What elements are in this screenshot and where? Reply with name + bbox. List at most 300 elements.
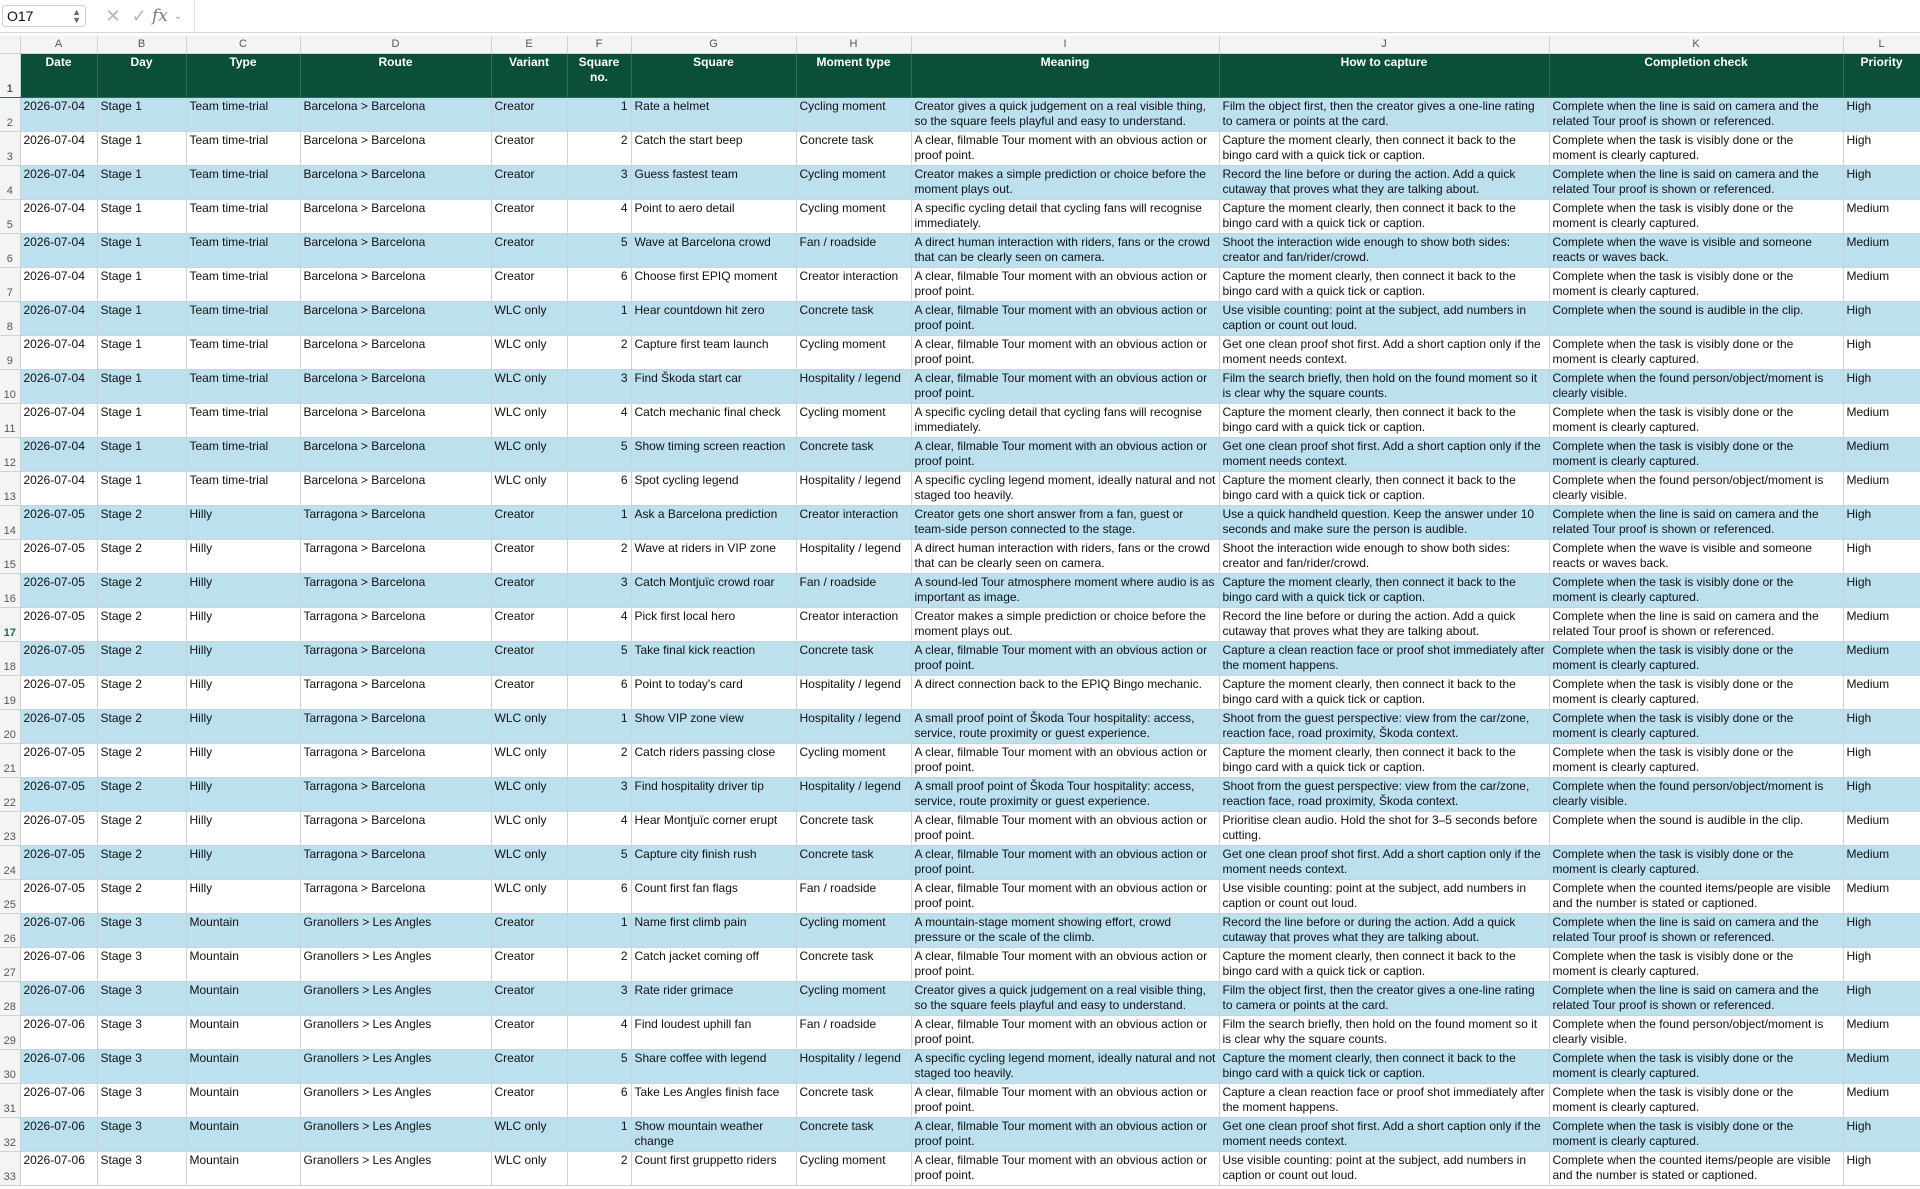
cell-date[interactable]: 2026-07-06 <box>20 1118 97 1152</box>
cell-priority[interactable]: Medium <box>1843 404 1920 438</box>
cell-priority[interactable]: Medium <box>1843 472 1920 506</box>
cell-square[interactable]: Ask a Barcelona prediction <box>631 506 796 540</box>
cell-meaning[interactable]: A clear, filmable Tour moment with an obvious action or proof point. <box>911 1118 1219 1152</box>
cell-square[interactable]: Name first climb pain <box>631 914 796 948</box>
cell-date[interactable]: 2026-07-06 <box>20 982 97 1016</box>
cell-priority[interactable]: Medium <box>1843 1016 1920 1050</box>
cell-square[interactable]: Show timing screen reaction <box>631 438 796 472</box>
cell-route[interactable]: Barcelona > Barcelona <box>300 370 491 404</box>
cell-completion-check[interactable]: Complete when the task is visibly done or the moment is clearly captured. <box>1549 1050 1843 1084</box>
cell-day[interactable]: Stage 2 <box>97 676 186 710</box>
cell-priority[interactable]: High <box>1843 166 1920 200</box>
cell-square[interactable]: Take final kick reaction <box>631 642 796 676</box>
row-header[interactable]: 20 <box>0 710 20 744</box>
cell-type[interactable]: Hilly <box>186 642 300 676</box>
cell-type[interactable]: Team time-trial <box>186 404 300 438</box>
cell-day[interactable]: Stage 3 <box>97 1152 186 1186</box>
cell-priority[interactable]: Medium <box>1843 234 1920 268</box>
cell-square[interactable]: Catch the start beep <box>631 132 796 166</box>
cell-moment-type[interactable]: Cycling moment <box>796 200 911 234</box>
cell-variant[interactable]: WLC only <box>491 438 567 472</box>
cell-date[interactable]: 2026-07-05 <box>20 846 97 880</box>
cell-priority[interactable]: High <box>1843 302 1920 336</box>
cell-moment-type[interactable]: Concrete task <box>796 302 911 336</box>
cell-priority[interactable]: High <box>1843 778 1920 812</box>
cell-meaning[interactable]: A clear, filmable Tour moment with an obvious action or proof point. <box>911 302 1219 336</box>
cell-meaning[interactable]: A direct human interaction with riders, fans or the crowd that can be clearly seen on camera. <box>911 234 1219 268</box>
cell-meaning[interactable]: Creator gets one short answer from a fan, guest or team-side person connected to the stage. <box>911 506 1219 540</box>
cell-variant[interactable]: WLC only <box>491 846 567 880</box>
row-header[interactable]: 14 <box>0 506 20 540</box>
cell-route[interactable]: Barcelona > Barcelona <box>300 472 491 506</box>
cell-route[interactable]: Granollers > Les Angles <box>300 1050 491 1084</box>
header-cell-moment-type[interactable]: Moment type <box>796 54 911 98</box>
cell-variant[interactable]: WLC only <box>491 710 567 744</box>
row-header[interactable]: 3 <box>0 132 20 166</box>
cell-meaning[interactable]: A clear, filmable Tour moment with an obvious action or proof point. <box>911 846 1219 880</box>
cell-moment-type[interactable]: Concrete task <box>796 812 911 846</box>
cell-completion-check[interactable]: Complete when the task is visibly done or the moment is clearly captured. <box>1549 132 1843 166</box>
cell-meaning[interactable]: A clear, filmable Tour moment with an obvious action or proof point. <box>911 336 1219 370</box>
cell-square[interactable]: Catch jacket coming off <box>631 948 796 982</box>
cell-how-to-capture[interactable]: Capture the moment clearly, then connect it back to the bingo card with a quick tick or caption. <box>1219 676 1549 710</box>
cell-how-to-capture[interactable]: Capture the moment clearly, then connect it back to the bingo card with a quick tick or caption. <box>1219 268 1549 302</box>
row-header[interactable]: 15 <box>0 540 20 574</box>
cell-date[interactable]: 2026-07-04 <box>20 268 97 302</box>
formula-input[interactable] <box>194 0 1920 32</box>
cell-date[interactable]: 2026-07-05 <box>20 744 97 778</box>
cell-moment-type[interactable]: Cycling moment <box>796 166 911 200</box>
cell-square-no[interactable]: 5 <box>567 846 631 880</box>
cell-square[interactable]: Take Les Angles finish face <box>631 1084 796 1118</box>
cell-square[interactable]: Find hospitality driver tip <box>631 778 796 812</box>
row-header[interactable]: 22 <box>0 778 20 812</box>
cell-moment-type[interactable]: Cycling moment <box>796 982 911 1016</box>
cell-priority[interactable]: High <box>1843 914 1920 948</box>
cell-completion-check[interactable]: Complete when the line is said on camera and the related Tour proof is shown or referenced. <box>1549 166 1843 200</box>
cell-how-to-capture[interactable]: Shoot the interaction wide enough to show both sides: creator and fan/rider/crowd. <box>1219 234 1549 268</box>
cell-completion-check[interactable]: Complete when the found person/object/moment is clearly visible. <box>1549 472 1843 506</box>
cell-priority[interactable]: High <box>1843 1152 1920 1186</box>
cell-completion-check[interactable]: Complete when the task is visibly done or the moment is clearly captured. <box>1549 1118 1843 1152</box>
cell-completion-check[interactable]: Complete when the found person/object/moment is clearly visible. <box>1549 1016 1843 1050</box>
cell-type[interactable]: Mountain <box>186 914 300 948</box>
row-header[interactable]: 8 <box>0 302 20 336</box>
cell-square-no[interactable]: 1 <box>567 1118 631 1152</box>
cell-square-no[interactable]: 5 <box>567 1050 631 1084</box>
cell-moment-type[interactable]: Fan / roadside <box>796 880 911 914</box>
cell-type[interactable]: Mountain <box>186 948 300 982</box>
cell-square-no[interactable]: 3 <box>567 370 631 404</box>
cell-date[interactable]: 2026-07-04 <box>20 336 97 370</box>
cell-square-no[interactable]: 4 <box>567 608 631 642</box>
cell-how-to-capture[interactable]: Capture a clean reaction face or proof shot immediately after the moment happens. <box>1219 642 1549 676</box>
cell-how-to-capture[interactable]: Capture the moment clearly, then connect it back to the bingo card with a quick tick or caption. <box>1219 744 1549 778</box>
cell-how-to-capture[interactable]: Get one clean proof shot first. Add a short caption only if the moment needs context. <box>1219 438 1549 472</box>
cell-priority[interactable]: Medium <box>1843 642 1920 676</box>
cell-date[interactable]: 2026-07-06 <box>20 1152 97 1186</box>
cell-route[interactable]: Tarragona > Barcelona <box>300 778 491 812</box>
cell-meaning[interactable]: A clear, filmable Tour moment with an obvious action or proof point. <box>911 370 1219 404</box>
cell-route[interactable]: Granollers > Les Angles <box>300 1152 491 1186</box>
cell-how-to-capture[interactable]: Capture the moment clearly, then connect it back to the bingo card with a quick tick or caption. <box>1219 472 1549 506</box>
cell-moment-type[interactable]: Hospitality / legend <box>796 472 911 506</box>
cell-meaning[interactable]: A specific cycling legend moment, ideally natural and not staged too heavily. <box>911 472 1219 506</box>
cell-how-to-capture[interactable]: Use a quick handheld question. Keep the answer under 10 seconds and make sure the person is audible. <box>1219 506 1549 540</box>
cell-meaning[interactable]: A small proof point of Škoda Tour hospitality: access, service, route proximity or guest experience. <box>911 778 1219 812</box>
column-header-j[interactable]: J <box>1219 36 1549 54</box>
cell-moment-type[interactable]: Fan / roadside <box>796 234 911 268</box>
cell-variant[interactable]: Creator <box>491 1084 567 1118</box>
cell-square[interactable]: Count first fan flags <box>631 880 796 914</box>
cell-square-no[interactable]: 1 <box>567 98 631 132</box>
row-header[interactable]: 27 <box>0 948 20 982</box>
cell-day[interactable]: Stage 2 <box>97 710 186 744</box>
cell-day[interactable]: Stage 1 <box>97 370 186 404</box>
cell-completion-check[interactable]: Complete when the task is visibly done or the moment is clearly captured. <box>1549 336 1843 370</box>
cell-square[interactable]: Hear countdown hit zero <box>631 302 796 336</box>
cell-route[interactable]: Tarragona > Barcelona <box>300 744 491 778</box>
cell-type[interactable]: Hilly <box>186 540 300 574</box>
cell-date[interactable]: 2026-07-04 <box>20 472 97 506</box>
cell-moment-type[interactable]: Cycling moment <box>796 1152 911 1186</box>
cell-moment-type[interactable]: Fan / roadside <box>796 1016 911 1050</box>
cell-meaning[interactable]: A clear, filmable Tour moment with an obvious action or proof point. <box>911 1016 1219 1050</box>
cell-type[interactable]: Team time-trial <box>186 132 300 166</box>
cell-variant[interactable]: WLC only <box>491 812 567 846</box>
cell-completion-check[interactable]: Complete when the sound is audible in the clip. <box>1549 812 1843 846</box>
cell-route[interactable]: Barcelona > Barcelona <box>300 302 491 336</box>
header-cell-priority[interactable]: Priority <box>1843 54 1920 98</box>
cell-completion-check[interactable]: Complete when the task is visibly done or the moment is clearly captured. <box>1549 710 1843 744</box>
cell-priority[interactable]: Medium <box>1843 438 1920 472</box>
cell-meaning[interactable]: A clear, filmable Tour moment with an obvious action or proof point. <box>911 268 1219 302</box>
cell-completion-check[interactable]: Complete when the wave is visible and someone reacts or waves back. <box>1549 540 1843 574</box>
cell-route[interactable]: Tarragona > Barcelona <box>300 710 491 744</box>
cell-completion-check[interactable]: Complete when the line is said on camera and the related Tour proof is shown or referenced. <box>1549 914 1843 948</box>
cell-priority[interactable]: Medium <box>1843 812 1920 846</box>
cell-variant[interactable]: Creator <box>491 948 567 982</box>
cell-day[interactable]: Stage 1 <box>97 234 186 268</box>
cell-route[interactable]: Barcelona > Barcelona <box>300 234 491 268</box>
cell-date[interactable]: 2026-07-06 <box>20 1050 97 1084</box>
cell-square[interactable]: Spot cycling legend <box>631 472 796 506</box>
cell-square-no[interactable]: 2 <box>567 1152 631 1186</box>
cell-type[interactable]: Hilly <box>186 506 300 540</box>
cell-day[interactable]: Stage 2 <box>97 642 186 676</box>
cell-square[interactable]: Hear Montjuïc corner erupt <box>631 812 796 846</box>
cell-how-to-capture[interactable]: Capture the moment clearly, then connect it back to the bingo card with a quick tick or caption. <box>1219 404 1549 438</box>
cell-priority[interactable]: High <box>1843 710 1920 744</box>
cell-square[interactable]: Rate rider grimace <box>631 982 796 1016</box>
cell-route[interactable]: Barcelona > Barcelona <box>300 200 491 234</box>
cell-route[interactable]: Granollers > Les Angles <box>300 948 491 982</box>
cell-type[interactable]: Mountain <box>186 1050 300 1084</box>
cell-moment-type[interactable]: Hospitality / legend <box>796 370 911 404</box>
column-header-k[interactable]: K <box>1549 36 1843 54</box>
cell-priority[interactable]: Medium <box>1843 1050 1920 1084</box>
cell-moment-type[interactable]: Hospitality / legend <box>796 540 911 574</box>
row-header[interactable]: 24 <box>0 846 20 880</box>
row-header[interactable]: 9 <box>0 336 20 370</box>
cell-type[interactable]: Hilly <box>186 846 300 880</box>
row-header[interactable]: 4 <box>0 166 20 200</box>
cell-priority[interactable]: Medium <box>1843 1084 1920 1118</box>
cell-square-no[interactable]: 1 <box>567 302 631 336</box>
cell-square-no[interactable]: 2 <box>567 336 631 370</box>
row-header[interactable]: 18 <box>0 642 20 676</box>
cell-date[interactable]: 2026-07-05 <box>20 540 97 574</box>
cell-day[interactable]: Stage 3 <box>97 982 186 1016</box>
cell-date[interactable]: 2026-07-05 <box>20 506 97 540</box>
cell-variant[interactable]: Creator <box>491 676 567 710</box>
cell-meaning[interactable]: A clear, filmable Tour moment with an obvious action or proof point. <box>911 812 1219 846</box>
column-header-b[interactable]: B <box>97 36 186 54</box>
cell-square-no[interactable]: 3 <box>567 166 631 200</box>
cell-how-to-capture[interactable]: Capture the moment clearly, then connect it back to the bingo card with a quick tick or caption. <box>1219 132 1549 166</box>
cell-type[interactable]: Team time-trial <box>186 336 300 370</box>
cell-meaning[interactable]: A clear, filmable Tour moment with an obvious action or proof point. <box>911 1084 1219 1118</box>
cell-square[interactable]: Find loudest uphill fan <box>631 1016 796 1050</box>
cell-day[interactable]: Stage 2 <box>97 540 186 574</box>
cell-day[interactable]: Stage 1 <box>97 472 186 506</box>
column-header-e[interactable]: E <box>491 36 567 54</box>
cell-date[interactable]: 2026-07-05 <box>20 608 97 642</box>
row-header[interactable]: 6 <box>0 234 20 268</box>
cell-variant[interactable]: WLC only <box>491 336 567 370</box>
cell-moment-type[interactable]: Concrete task <box>796 438 911 472</box>
cell-date[interactable]: 2026-07-06 <box>20 948 97 982</box>
cell-variant[interactable]: WLC only <box>491 302 567 336</box>
cell-square[interactable]: Wave at Barcelona crowd <box>631 234 796 268</box>
cell-day[interactable]: Stage 1 <box>97 200 186 234</box>
cell-moment-type[interactable]: Cycling moment <box>796 98 911 132</box>
cell-completion-check[interactable]: Complete when the task is visibly done or the moment is clearly captured. <box>1549 1084 1843 1118</box>
cell-completion-check[interactable]: Complete when the task is visibly done or the moment is clearly captured. <box>1549 404 1843 438</box>
cell-day[interactable]: Stage 1 <box>97 438 186 472</box>
cell-how-to-capture[interactable]: Get one clean proof shot first. Add a short caption only if the moment needs context. <box>1219 846 1549 880</box>
cell-square[interactable]: Show mountain weather change <box>631 1118 796 1152</box>
cell-day[interactable]: Stage 2 <box>97 506 186 540</box>
cell-completion-check[interactable]: Complete when the task is visibly done or the moment is clearly captured. <box>1549 268 1843 302</box>
cell-route[interactable]: Tarragona > Barcelona <box>300 642 491 676</box>
cell-date[interactable]: 2026-07-06 <box>20 914 97 948</box>
header-cell-how-to-capture[interactable]: How to capture <box>1219 54 1549 98</box>
cell-day[interactable]: Stage 2 <box>97 846 186 880</box>
cell-type[interactable]: Mountain <box>186 1016 300 1050</box>
cell-date[interactable]: 2026-07-04 <box>20 166 97 200</box>
cell-square-no[interactable]: 4 <box>567 812 631 846</box>
cell-square-no[interactable]: 2 <box>567 744 631 778</box>
cell-square[interactable]: Capture city finish rush <box>631 846 796 880</box>
cell-route[interactable]: Tarragona > Barcelona <box>300 506 491 540</box>
cell-route[interactable]: Granollers > Les Angles <box>300 982 491 1016</box>
row-header[interactable]: 16 <box>0 574 20 608</box>
cell-type[interactable]: Mountain <box>186 1084 300 1118</box>
cell-priority[interactable]: Medium <box>1843 846 1920 880</box>
cell-variant[interactable]: WLC only <box>491 404 567 438</box>
column-header-a[interactable]: A <box>20 36 97 54</box>
cell-type[interactable]: Team time-trial <box>186 370 300 404</box>
cell-type[interactable]: Team time-trial <box>186 98 300 132</box>
row-header[interactable]: 2 <box>0 98 20 132</box>
cell-meaning[interactable]: Creator gives a quick judgement on a real visible thing, so the square feels playful and easy to understand. <box>911 98 1219 132</box>
cell-day[interactable]: Stage 2 <box>97 880 186 914</box>
cell-variant[interactable]: Creator <box>491 268 567 302</box>
cell-variant[interactable]: WLC only <box>491 778 567 812</box>
cell-route[interactable]: Granollers > Les Angles <box>300 1084 491 1118</box>
cell-completion-check[interactable]: Complete when the found person/object/moment is clearly visible. <box>1549 778 1843 812</box>
cell-route[interactable]: Tarragona > Barcelona <box>300 540 491 574</box>
spreadsheet-grid[interactable] <box>0 36 1920 1189</box>
cell-meaning[interactable]: A clear, filmable Tour moment with an obvious action or proof point. <box>911 744 1219 778</box>
cell-square-no[interactable]: 2 <box>567 948 631 982</box>
cell-day[interactable]: Stage 2 <box>97 744 186 778</box>
cell-completion-check[interactable]: Complete when the line is said on camera and the related Tour proof is shown or referenced. <box>1549 982 1843 1016</box>
cell-meaning[interactable]: A clear, filmable Tour moment with an obvious action or proof point. <box>911 438 1219 472</box>
cell-route[interactable]: Tarragona > Barcelona <box>300 574 491 608</box>
row-header[interactable]: 11 <box>0 404 20 438</box>
cell-date[interactable]: 2026-07-05 <box>20 676 97 710</box>
cell-route[interactable]: Barcelona > Barcelona <box>300 336 491 370</box>
cell-how-to-capture[interactable]: Film the search briefly, then hold on the found moment so it is clear why the square counts. <box>1219 1016 1549 1050</box>
cell-route[interactable]: Tarragona > Barcelona <box>300 846 491 880</box>
cell-moment-type[interactable]: Hospitality / legend <box>796 676 911 710</box>
row-header[interactable]: 13 <box>0 472 20 506</box>
row-header[interactable]: 30 <box>0 1050 20 1084</box>
cell-variant[interactable]: WLC only <box>491 880 567 914</box>
cell-moment-type[interactable]: Concrete task <box>796 1084 911 1118</box>
cell-date[interactable]: 2026-07-04 <box>20 234 97 268</box>
cell-completion-check[interactable]: Complete when the task is visibly done or the moment is clearly captured. <box>1549 574 1843 608</box>
chevron-down-icon[interactable]: ⌄ <box>174 10 183 22</box>
header-cell-square-no[interactable]: Square no. <box>567 54 631 98</box>
cell-type[interactable]: Hilly <box>186 744 300 778</box>
row-header[interactable]: 29 <box>0 1016 20 1050</box>
cell-type[interactable]: Hilly <box>186 880 300 914</box>
cell-day[interactable]: Stage 3 <box>97 1016 186 1050</box>
cell-how-to-capture[interactable]: Record the line before or during the action. Add a quick cutaway that proves what they are talking about. <box>1219 608 1549 642</box>
cell-square-no[interactable]: 3 <box>567 574 631 608</box>
cell-completion-check[interactable]: Complete when the task is visibly done or the moment is clearly captured. <box>1549 744 1843 778</box>
cell-date[interactable]: 2026-07-04 <box>20 98 97 132</box>
cell-square-no[interactable]: 1 <box>567 710 631 744</box>
cell-priority[interactable]: High <box>1843 948 1920 982</box>
cell-day[interactable]: Stage 3 <box>97 1118 186 1152</box>
cell-square-no[interactable]: 2 <box>567 540 631 574</box>
row-header[interactable]: 23 <box>0 812 20 846</box>
cell-route[interactable]: Barcelona > Barcelona <box>300 132 491 166</box>
cell-square[interactable]: Point to aero detail <box>631 200 796 234</box>
cell-route[interactable]: Barcelona > Barcelona <box>300 98 491 132</box>
cell-meaning[interactable]: A specific cycling legend moment, ideally natural and not staged too heavily. <box>911 1050 1219 1084</box>
row-header[interactable]: 28 <box>0 982 20 1016</box>
header-cell-date[interactable]: Date <box>20 54 97 98</box>
cell-how-to-capture[interactable]: Get one clean proof shot first. Add a short caption only if the moment needs context. <box>1219 1118 1549 1152</box>
cell-completion-check[interactable]: Complete when the task is visibly done or the moment is clearly captured. <box>1549 438 1843 472</box>
cell-square[interactable]: Capture first team launch <box>631 336 796 370</box>
cell-moment-type[interactable]: Cycling moment <box>796 914 911 948</box>
cell-route[interactable]: Barcelona > Barcelona <box>300 404 491 438</box>
cell-type[interactable]: Team time-trial <box>186 268 300 302</box>
header-cell-meaning[interactable]: Meaning <box>911 54 1219 98</box>
cell-square-no[interactable]: 3 <box>567 982 631 1016</box>
cell-square-no[interactable]: 4 <box>567 200 631 234</box>
cell-variant[interactable]: Creator <box>491 98 567 132</box>
header-cell-square[interactable]: Square <box>631 54 796 98</box>
cell-priority[interactable]: High <box>1843 506 1920 540</box>
header-cell-day[interactable]: Day <box>97 54 186 98</box>
cell-variant[interactable]: Creator <box>491 234 567 268</box>
cell-completion-check[interactable]: Complete when the line is said on camera and the related Tour proof is shown or referenced. <box>1549 98 1843 132</box>
cell-variant[interactable]: Creator <box>491 132 567 166</box>
column-header-g[interactable]: G <box>631 36 796 54</box>
cell-meaning[interactable]: A clear, filmable Tour moment with an obvious action or proof point. <box>911 132 1219 166</box>
cell-priority[interactable]: High <box>1843 98 1920 132</box>
cell-square-no[interactable]: 3 <box>567 778 631 812</box>
row-header[interactable]: 1 <box>0 54 20 98</box>
cell-day[interactable]: Stage 2 <box>97 778 186 812</box>
cell-type[interactable]: Team time-trial <box>186 302 300 336</box>
cell-variant[interactable]: Creator <box>491 642 567 676</box>
cell-square-no[interactable]: 1 <box>567 506 631 540</box>
cell-square-no[interactable]: 1 <box>567 914 631 948</box>
cell-day[interactable]: Stage 3 <box>97 914 186 948</box>
cell-day[interactable]: Stage 3 <box>97 1050 186 1084</box>
cell-variant[interactable]: Creator <box>491 982 567 1016</box>
cell-moment-type[interactable]: Cycling moment <box>796 744 911 778</box>
cell-square[interactable]: Wave at riders in VIP zone <box>631 540 796 574</box>
cell-day[interactable]: Stage 3 <box>97 948 186 982</box>
cell-square[interactable]: Find Škoda start car <box>631 370 796 404</box>
cell-completion-check[interactable]: Complete when the task is visibly done or the moment is clearly captured. <box>1549 676 1843 710</box>
cell-how-to-capture[interactable]: Prioritise clean audio. Hold the shot for 3–5 seconds before cutting. <box>1219 812 1549 846</box>
cell-day[interactable]: Stage 1 <box>97 268 186 302</box>
cell-meaning[interactable]: Creator makes a simple prediction or choice before the moment plays out. <box>911 166 1219 200</box>
cell-date[interactable]: 2026-07-05 <box>20 574 97 608</box>
cell-completion-check[interactable]: Complete when the found person/object/moment is clearly visible. <box>1549 370 1843 404</box>
cell-moment-type[interactable]: Concrete task <box>796 642 911 676</box>
cell-completion-check[interactable]: Complete when the task is visibly done or the moment is clearly captured. <box>1549 200 1843 234</box>
cell-square-no[interactable]: 6 <box>567 880 631 914</box>
confirm-icon[interactable]: ✓ <box>131 5 147 26</box>
cell-square-no[interactable]: 4 <box>567 404 631 438</box>
cell-square[interactable]: Catch mechanic final check <box>631 404 796 438</box>
cell-day[interactable]: Stage 2 <box>97 574 186 608</box>
cell-day[interactable]: Stage 3 <box>97 1084 186 1118</box>
cell-square-no[interactable]: 6 <box>567 472 631 506</box>
cell-how-to-capture[interactable]: Use visible counting: point at the subject, add numbers in caption or count out loud. <box>1219 302 1549 336</box>
cell-priority[interactable]: High <box>1843 744 1920 778</box>
column-header-i[interactable]: I <box>911 36 1219 54</box>
cell-meaning[interactable]: A mountain-stage moment showing effort, crowd pressure or the scale of the climb. <box>911 914 1219 948</box>
cell-variant[interactable]: WLC only <box>491 370 567 404</box>
column-header-l[interactable]: L <box>1843 36 1920 54</box>
cell-moment-type[interactable]: Concrete task <box>796 948 911 982</box>
cell-completion-check[interactable]: Complete when the line is said on camera and the related Tour proof is shown or referenced. <box>1549 506 1843 540</box>
cell-variant[interactable]: WLC only <box>491 1152 567 1186</box>
cell-route[interactable]: Granollers > Les Angles <box>300 1016 491 1050</box>
row-header[interactable]: 21 <box>0 744 20 778</box>
cell-day[interactable]: Stage 2 <box>97 812 186 846</box>
row-header[interactable]: 33 <box>0 1152 20 1186</box>
cell-variant[interactable]: WLC only <box>491 1118 567 1152</box>
row-header[interactable]: 19 <box>0 676 20 710</box>
cell-meaning[interactable]: A specific cycling detail that cycling fans will recognise immediately. <box>911 200 1219 234</box>
cell-priority[interactable]: Medium <box>1843 268 1920 302</box>
cell-variant[interactable]: Creator <box>491 574 567 608</box>
cell-date[interactable]: 2026-07-04 <box>20 200 97 234</box>
